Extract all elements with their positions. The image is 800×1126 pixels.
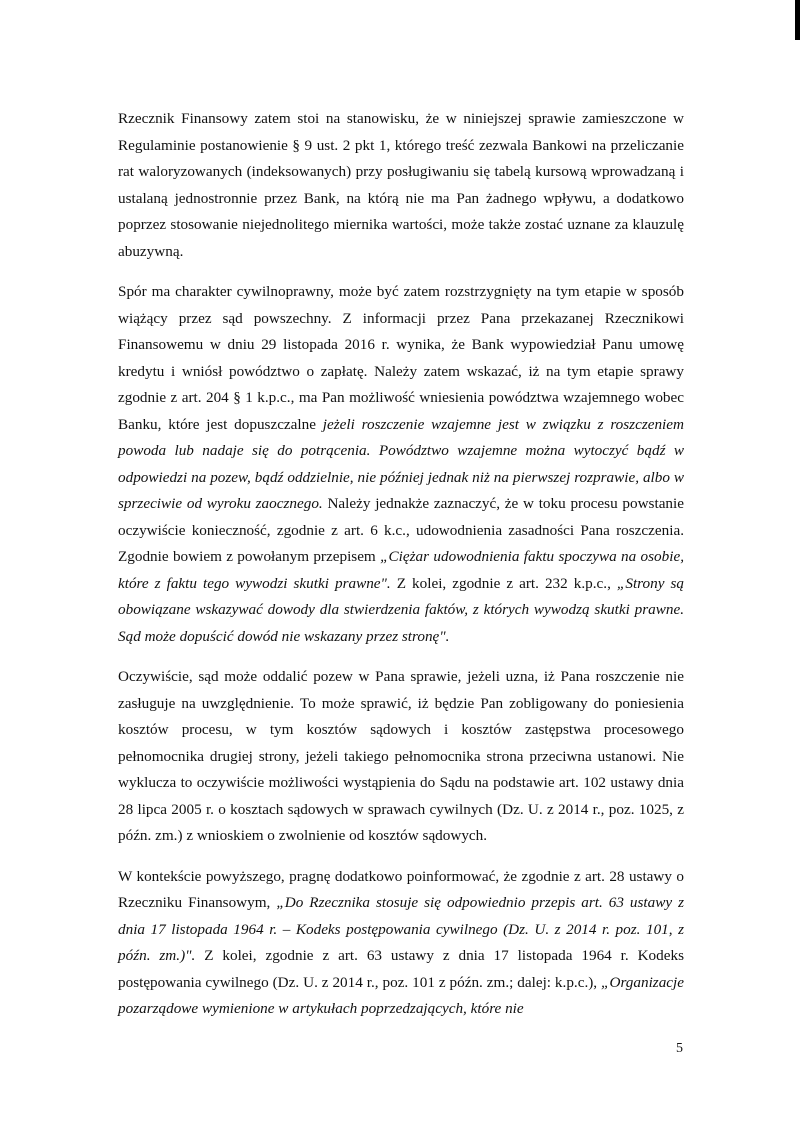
paragraph-3 (118, 664, 684, 850)
paragraph-4-quote-art-28: „Do Rzecznika stosuje się odpowiednio przepis art. 63 ustawy z dnia 17 listopada 1964 r. – Kodeks postępowania cywilnego (Dz. U. z 2014 r. poz. 101, z późn. zm.)". (118, 894, 684, 964)
paragraph-4-text-a: W kontekście powyższego, pragnę dodatkowo poinformować, że zgodnie z art. 28 ustawy o Rzeczniku Finansowym, (118, 867, 684, 911)
paragraph-2-text-a: Spór ma charakter cywilnoprawny, może być zatem rozstrzygnięty na tym etapie w sposób wiążący przez sąd powszechny. Z informacji przez Pana przekazanej Rzecznikowi Finansowemu w dniu 29 listopada 2016 r. wynika, że Bank wypowiedział Panu umowę kredytu i wniósł powództwo o zapłatę. Należy zatem wskazać, iż na tym etapie sprawy zgodnie z art. 204 § 1 k.p.c., ma Pan możliwość wniesienia powództwa wzajemnego wobec Banku, które jest dopuszczalne (118, 283, 684, 433)
paragraph-2-quote-art-204: jeżeli roszczenie wzajemne jest w związku z roszczeniem powoda lub nadaje się do potrącenia. Powództwo wzajemne można wytoczyć bądź w odpowiedzi na pozew, bądź oddzielnie, nie później jednak niż na pierwszej rozprawie, albo w sprzeciwie od wyroku zaocznego. (118, 415, 684, 512)
paragraph-4 (118, 864, 684, 1023)
paragraph-4-quote-art-63: „Organizacje pozarządowe wymienione w artykułach poprzedzających, które nie (118, 973, 684, 1017)
paragraph-1 (118, 106, 684, 265)
paragraph-2-text-c: Z kolei, zgodnie z art. 232 k.p.c., (390, 574, 617, 592)
paragraph-2 (118, 279, 684, 650)
paragraph-2-quote-art-232: „Strony są obowiązane wskazywać dowody dla stwierdzenia faktów, z których wywodzą skutki prawne. Sąd może dopuścić dowód nie wskazany przez stronę". (118, 574, 684, 645)
paragraph-2-quote-art-6: „Ciężar udowodnienia faktu spoczywa na osobie, które z faktu tego wywodzi skutki prawne". (118, 548, 685, 592)
page-number: 5 (676, 1041, 683, 1056)
paragraph-1-text: Rzecznik Finansowy zatem stoi na stanowisku, że w niniejszej sprawie zamieszczone w Regulaminie postanowienie § 9 ust. 2 pkt 1, którego treść zezwala Bankowi na przeliczanie rat waloryzowanych (indeksowanych) przy posługiwaniu się tabelą kursową wprowadzaną i ustalaną jednostronnie przez Bank, na którą nie ma Pan żadnego wpływu, a dodatkowo poprzez stosowanie niejednolitego miernika wartości, może także zostać uznane za klauzulę abuzywną. (118, 110, 684, 260)
scan-edge-mark (795, 0, 800, 40)
paragraph-2-text-b: Należy jednakże zaznaczyć, że w toku procesu powstanie oczywiście konieczność, zgodnie z art. 6 k.c., udowodnienia zasadności Pana roszczenia. Zgodnie bowiem z powołanym przepisem (118, 495, 684, 565)
paragraph-4-text-b: Z kolei, zgodnie z art. 63 ustawy z dnia 17 listopada 1964 r. Kodeks postępowania cywilnego (Dz. U. z 2014 r., poz. 101 z późn. zm.; dalej: k.p.c.), (118, 947, 684, 991)
document-body (118, 106, 684, 1037)
paragraph-3-text: Oczywiście, sąd może oddalić pozew w Pana sprawie, jeżeli uzna, iż Pana roszczenie nie zasługuje na uwzględnienie. To może sprawić, iż będzie Pan zobligowany do poniesienia kosztów procesu, w tym kosztów sądowych i kosztów zastępstwa procesowego pełnomocnika drugiej strony, jeżeli takiego pełnomocnika strona przeciwna ustanowi. Nie wyklucza to oczywiście możliwości wystąpienia do Sądu na podstawie art. 102 ustawy dnia 28 lipca 2005 r. o kosztach sądowych w sprawach cywilnych (Dz. U. z 2014 r., poz. 1025, z późn. zm.) z wnioskiem o zwolnienie od kosztów sądowych. (118, 668, 684, 844)
